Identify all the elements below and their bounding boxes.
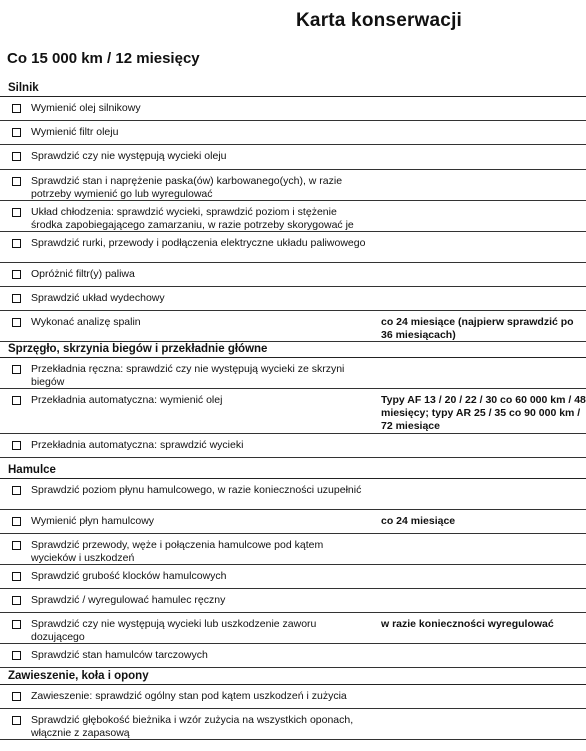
task-text: Wymienić filtr oleju bbox=[31, 126, 119, 138]
task-text: Wymienić olej silnikowy bbox=[31, 102, 141, 114]
checklist-row bbox=[0, 121, 586, 145]
checkbox[interactable] bbox=[12, 596, 21, 605]
checklist-row bbox=[0, 232, 586, 263]
checklist-row bbox=[0, 389, 586, 434]
checklist-row bbox=[0, 263, 586, 287]
task-text: Sprawdzić grubość klocków hamulcowych bbox=[31, 570, 227, 582]
section bbox=[0, 341, 586, 458]
checklist-row bbox=[0, 589, 586, 613]
checkbox[interactable] bbox=[12, 270, 21, 279]
task-text: Opróżnić filtr(y) paliwa bbox=[31, 268, 135, 280]
checklist-row bbox=[0, 311, 586, 342]
checkbox[interactable] bbox=[12, 104, 21, 113]
checkbox[interactable] bbox=[12, 396, 21, 405]
section bbox=[0, 80, 586, 342]
checkbox[interactable] bbox=[12, 541, 21, 550]
section-heading: Zawieszenie, koła i opony bbox=[0, 668, 586, 685]
checkbox[interactable] bbox=[12, 318, 21, 327]
section bbox=[0, 462, 586, 668]
checkbox[interactable] bbox=[12, 486, 21, 495]
task-text: Sprawdzić stan i naprężenie paska(ów) karbowanego(ych), w razie potrzeby wymienić go lub wyregulować bbox=[31, 175, 343, 200]
checkbox[interactable] bbox=[12, 620, 21, 629]
checkbox[interactable] bbox=[12, 128, 21, 137]
interval-heading: Co 15 000 km / 12 miesięcy bbox=[7, 50, 200, 67]
checkbox[interactable] bbox=[12, 177, 21, 186]
checklist-row bbox=[0, 534, 586, 565]
checklist-row bbox=[0, 510, 586, 534]
task-text: Sprawdzić poziom płynu hamulcowego, w razie konieczności uzupełnić bbox=[31, 484, 362, 496]
checkbox[interactable] bbox=[12, 294, 21, 303]
checklist-row bbox=[0, 97, 586, 121]
task-text: Sprawdzić rurki, przewody i podłączenia elektryczne układu paliwowego bbox=[31, 237, 366, 249]
task-text: Wykonać analizę spalin bbox=[31, 316, 141, 328]
task-text: Sprawdzić stan hamulców tarczowych bbox=[31, 649, 208, 661]
checklist-row bbox=[0, 145, 586, 170]
checkbox[interactable] bbox=[12, 152, 21, 161]
checkbox[interactable] bbox=[12, 572, 21, 581]
checkbox[interactable] bbox=[12, 692, 21, 701]
task-text: Układ chłodzenia: sprawdzić wycieki, sprawdzić poziom i stężenie środka zapobiegającego zamarzaniu, w razie potrzeby skorygować je bbox=[31, 206, 354, 231]
section-heading: Silnik bbox=[0, 80, 586, 97]
task-text: Sprawdzić głębokość bieżnika i wzór zużycia na wszystkich oponach, włącznie z zapasową bbox=[31, 714, 354, 739]
checkbox[interactable] bbox=[12, 517, 21, 526]
checklist-row bbox=[0, 685, 586, 709]
task-text: Przekładnia automatyczna: wymienić olej bbox=[31, 394, 223, 406]
section bbox=[0, 668, 586, 740]
page-title: Karta konserwacji bbox=[296, 10, 463, 31]
task-note: w razie konieczności wyregulować bbox=[381, 618, 554, 630]
task-text: Sprawdzić czy nie występują wycieki oleju bbox=[31, 150, 227, 162]
checkbox[interactable] bbox=[12, 365, 21, 374]
checklist-row bbox=[0, 479, 586, 510]
task-text: Wymienić płyn hamulcowy bbox=[31, 515, 155, 527]
checklist-row bbox=[0, 613, 586, 644]
checklist-row bbox=[0, 287, 586, 311]
task-text: Sprawdzić / wyregulować hamulec ręczny bbox=[31, 594, 226, 606]
checkbox[interactable] bbox=[12, 651, 21, 660]
checkbox[interactable] bbox=[12, 239, 21, 248]
checkbox[interactable] bbox=[12, 208, 21, 217]
task-text: Sprawdzić czy nie występują wycieki lub uszkodzenie zaworu dozującego bbox=[31, 618, 317, 643]
task-text: Sprawdzić przewody, węże i połączenia hamulcowe pod kątem wycieków i uszkodzeń bbox=[31, 539, 324, 564]
checklist-row bbox=[0, 201, 586, 232]
checkbox[interactable] bbox=[12, 716, 21, 725]
checkbox[interactable] bbox=[12, 441, 21, 450]
task-text: Zawieszenie: sprawdzić ogólny stan pod kątem uszkodzeń i zużycia bbox=[31, 690, 347, 702]
checklist-row bbox=[0, 434, 586, 458]
checklist-row bbox=[0, 358, 586, 389]
task-text: Przekładnia automatyczna: sprawdzić wycieki bbox=[31, 439, 244, 451]
task-text: Sprawdzić układ wydechowy bbox=[31, 292, 165, 304]
section-heading: Hamulce bbox=[0, 462, 586, 479]
task-text: Przekładnia ręczna: sprawdzić czy nie występują wycieki ze skrzyni biegów bbox=[31, 363, 345, 388]
task-note: co 24 miesiące bbox=[381, 515, 456, 527]
checklist-row bbox=[0, 709, 586, 740]
task-note: Typy AF 13 / 20 / 22 / 30 co 60 000 km / 48 miesięcy; typy AR 25 / 35 co 90 000 km / 72 miesiące bbox=[381, 394, 586, 432]
task-note: co 24 miesiące (najpierw sprawdzić po 36 miesiącach) bbox=[381, 316, 574, 341]
checklist-row bbox=[0, 565, 586, 589]
checklist-row bbox=[0, 644, 586, 668]
section-heading: Sprzęgło, skrzynia biegów i przekładnie główne bbox=[0, 341, 586, 358]
checklist-row bbox=[0, 170, 586, 201]
